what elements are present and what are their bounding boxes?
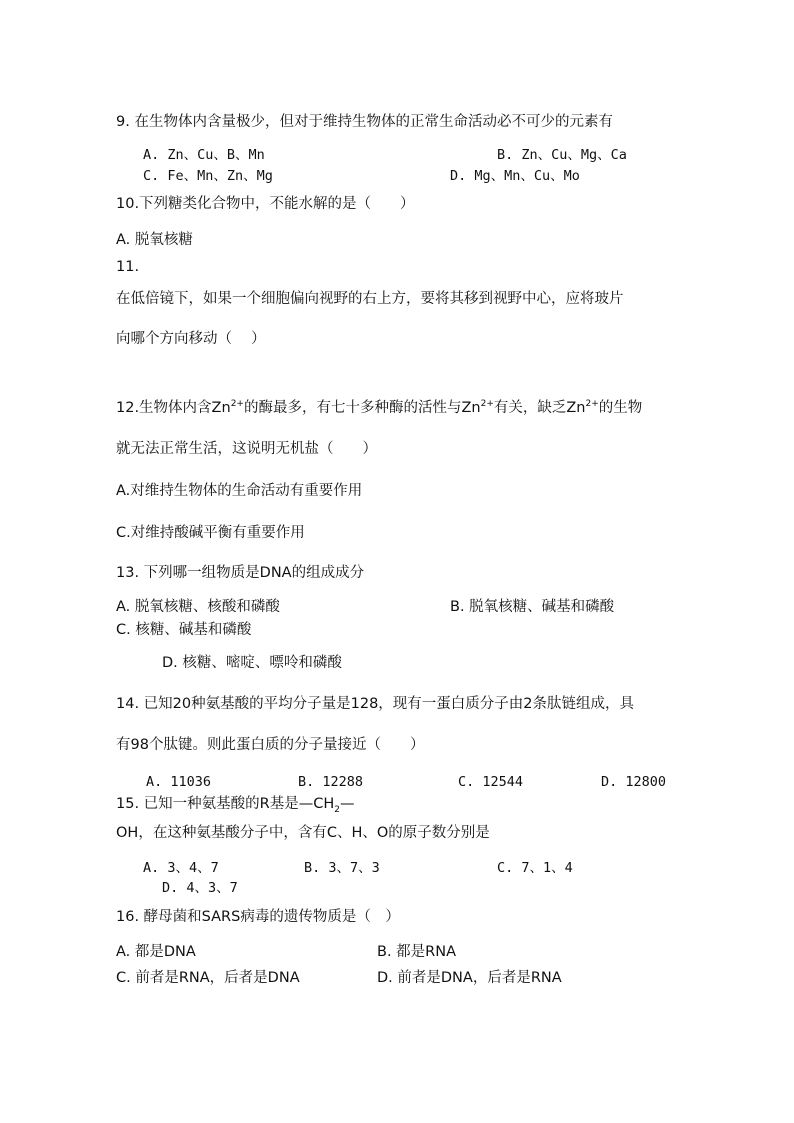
question-14-line-2: 有98个肽键。则此蛋白质的分子量接近（ ） — [116, 737, 425, 753]
question-14-option-d: D. 12800 — [601, 774, 667, 790]
question-16-option-d: D. 前者是DNA，后者是RNA — [377, 970, 562, 986]
question-14-option-b: B. 12288 — [298, 774, 364, 790]
question-15-option-b: B. 3、7、3 — [304, 860, 380, 876]
question-9-stem: 9. 在生物体内含量极少，但对于维持生物体的正常生命活动必不可少的元素有 — [116, 114, 613, 130]
question-12-line-1: 12.生物体内含$Zn^{2+}$的酶最多，有七十多种酶的活性与$Zn^{2+}$有关，缺乏$Zn^{2+}$的生物 — [116, 399, 643, 416]
question-13-stem: 13. 下列哪一组物质是DNA的组成成分 — [116, 565, 365, 581]
question-13-option-c: C. 核糖、碱基和磷酸 — [116, 622, 252, 638]
question-15-line-2: OH，在这种氨基酸分子中，含有C、H、O的原子数分别是 — [116, 825, 490, 841]
question-9-option-a: A. Zn、Cu、B、Mn — [143, 147, 265, 163]
question-14-option-c: C. 12544 — [458, 774, 524, 790]
question-12-line-2: 就无法正常生活，这说明无机盐（ ） — [116, 441, 377, 457]
question-14-line-1: 14. 已知20种氨基酸的平均分子量是128，现有一蛋白质分子由2条肽链组成，具 — [116, 696, 635, 712]
question-16-option-c: C. 前者是RNA，后者是DNA — [116, 970, 300, 986]
question-13-option-d: D. 核糖、嘧啶、嘌呤和磷酸 — [162, 655, 342, 671]
question-16-option-a: A. 都是DNA — [116, 944, 196, 960]
question-9-option-d: D. Mg、Mn、Cu、Mo — [450, 168, 580, 184]
question-13-option-a: A. 脱氧核糖、核酸和磷酸 — [116, 599, 280, 615]
question-11-line-1: 在低倍镜下，如果一个细胞偏向视野的右上方，要将其移到视野中心，应将玻片 — [116, 291, 624, 307]
question-11-line-2: 向哪个方向移动（ ） — [116, 331, 266, 347]
question-15-option-a: A. 3、4、7 — [143, 860, 219, 876]
question-9-option-b: B. Zn、Cu、Mg、Ca — [497, 147, 627, 163]
question-15-line-1: 15. 已知一种氨基酸的R基是$—CH_2—$ — [116, 796, 355, 815]
question-11-number: 11. — [116, 259, 140, 275]
question-15-option-c: C. 7、1、4 — [497, 860, 573, 876]
question-12-option-c: C.对维持酸碱平衡有重要作用 — [116, 525, 305, 541]
question-15-option-d: D. 4、3、7 — [162, 880, 238, 896]
question-10-option-a: A. 脱氧核糖 — [116, 232, 193, 248]
question-12-option-a: A.对维持生物体的生命活动有重要作用 — [116, 483, 363, 499]
question-16-option-b: B. 都是RNA — [377, 944, 457, 960]
question-16-stem: 16. 酵母菌和SARS病毒的遗传物质是（ ） — [116, 909, 400, 925]
question-10-stem: 10.下列糖类化合物中，不能水解的是（ ） — [116, 196, 415, 212]
question-13-option-b: B. 脱氧核糖、碱基和磷酸 — [450, 599, 615, 615]
question-14-option-a: A. 11036 — [146, 774, 212, 790]
question-9-option-c: C. Fe、Mn、Zn、Mg — [143, 168, 273, 184]
